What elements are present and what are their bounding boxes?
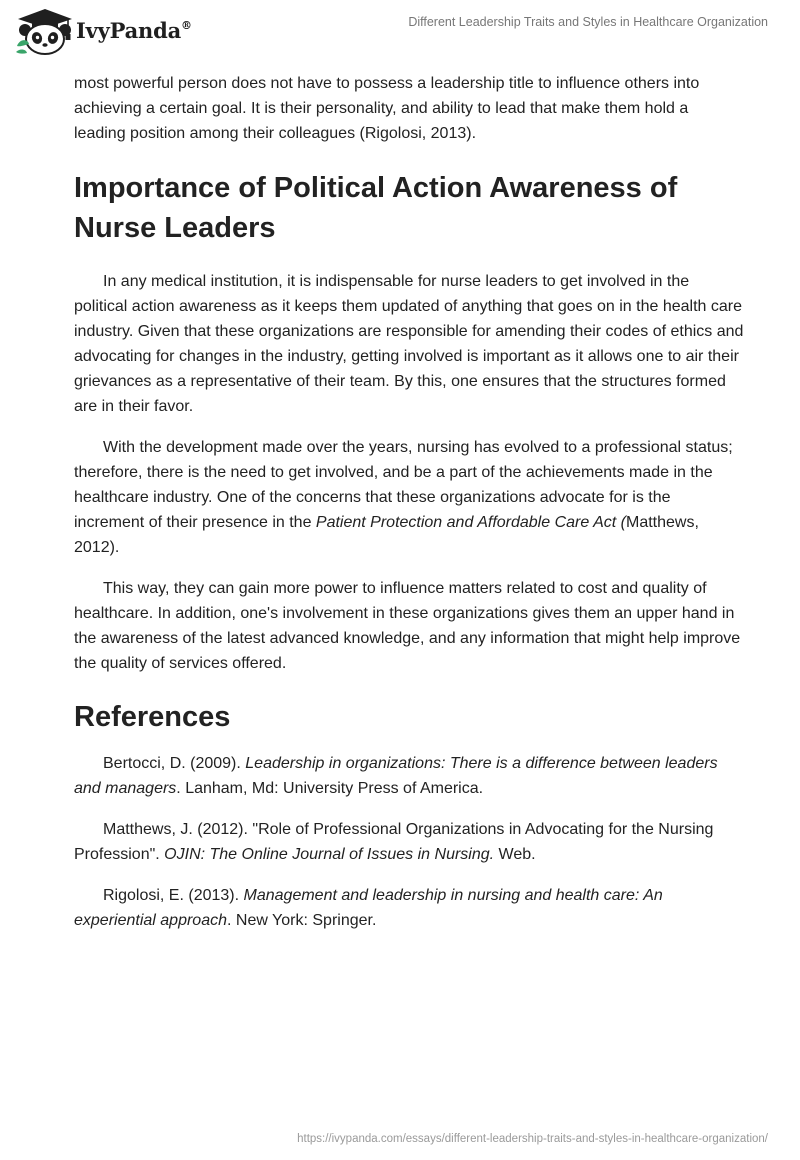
logo-name: IvyPanda [76, 18, 182, 43]
reference-item [74, 883, 744, 933]
reference-author: Bertocci, D. (2009). [103, 755, 246, 772]
ivypanda-logo[interactable] [14, 8, 214, 56]
logo-wordmark [76, 18, 192, 43]
paragraph-2-citation: Matthews, 2012). [74, 514, 699, 556]
reference-publisher: . Lanham, Md: University Press of America. [176, 780, 484, 797]
reference-title: Management and leadership in nursing and health care: An experiential approach [74, 887, 663, 929]
reference-item [74, 751, 744, 801]
reference-title: Leadership in organizations: There is a difference between leaders and managers [74, 755, 718, 797]
paragraph-2-italic: Patient Protection and Affordable Care Act ( [315, 514, 626, 531]
reference-author: Matthews, J. (2012). "Role of Professional Organizations in Advocating for the Nursing Profession". [74, 821, 714, 863]
page-header [0, 0, 800, 64]
document-title: Different Leadership Traits and Styles in Healthcare Organization [408, 15, 768, 29]
body-paragraph-2 [74, 435, 744, 560]
reference-publisher: Web. [494, 846, 536, 863]
panda-graduate-icon [14, 8, 76, 56]
registered-mark: ® [181, 19, 192, 32]
essay-content [74, 71, 744, 933]
references-heading: References [74, 701, 231, 733]
body-paragraph-3: This way, they can gain more power to influence matters related to cost and quality of healthcare. In addition, one's involvement in these organizations gives them an upper hand in the awareness of the latest advanced knowledge, and any information that might help improve the quality of services offered. [74, 580, 741, 672]
reference-title: OJIN: The Online Journal of Issues in Nursing. [164, 846, 495, 863]
body-paragraph-1: In any medical institution, it is indispensable for nurse leaders to get involved in the political action awareness as it keeps them updated of anything that goes on in the health care industry. Given that these organizations are responsible for amending their codes of ethics and advocating for changes in the industry, getting involved is important as it allows one to air their grievances as a representative of their team. By this, one ensures that the structures formed are in their favor. [74, 273, 744, 415]
reference-publisher: . New York: Springer. [227, 912, 377, 929]
source-url-link[interactable]: https://ivypanda.com/essays/different-leadership-traits-and-styles-in-healthcare-organization/ [297, 1133, 768, 1145]
paragraph-2-text: With the development made over the years, nursing has evolved to a professional status; therefore, there is the need to get involved, and be a part of the achievements made in the healthcare industry. One of the concerns that these organizations advocate for is the increment of their presence in the [74, 439, 733, 531]
references-list [74, 751, 744, 933]
section-heading: Importance of Political Action Awareness of Nurse Leaders [74, 172, 678, 244]
intro-paragraph: most powerful person does not have to possess a leadership title to influence others into achieving a certain goal. It is their personality, and ability to lead that make them hold a leading position among their colleagues (Rigolosi, 2013). [74, 75, 700, 142]
reference-item [74, 817, 744, 867]
reference-author: Rigolosi, E. (2013). [103, 887, 244, 904]
